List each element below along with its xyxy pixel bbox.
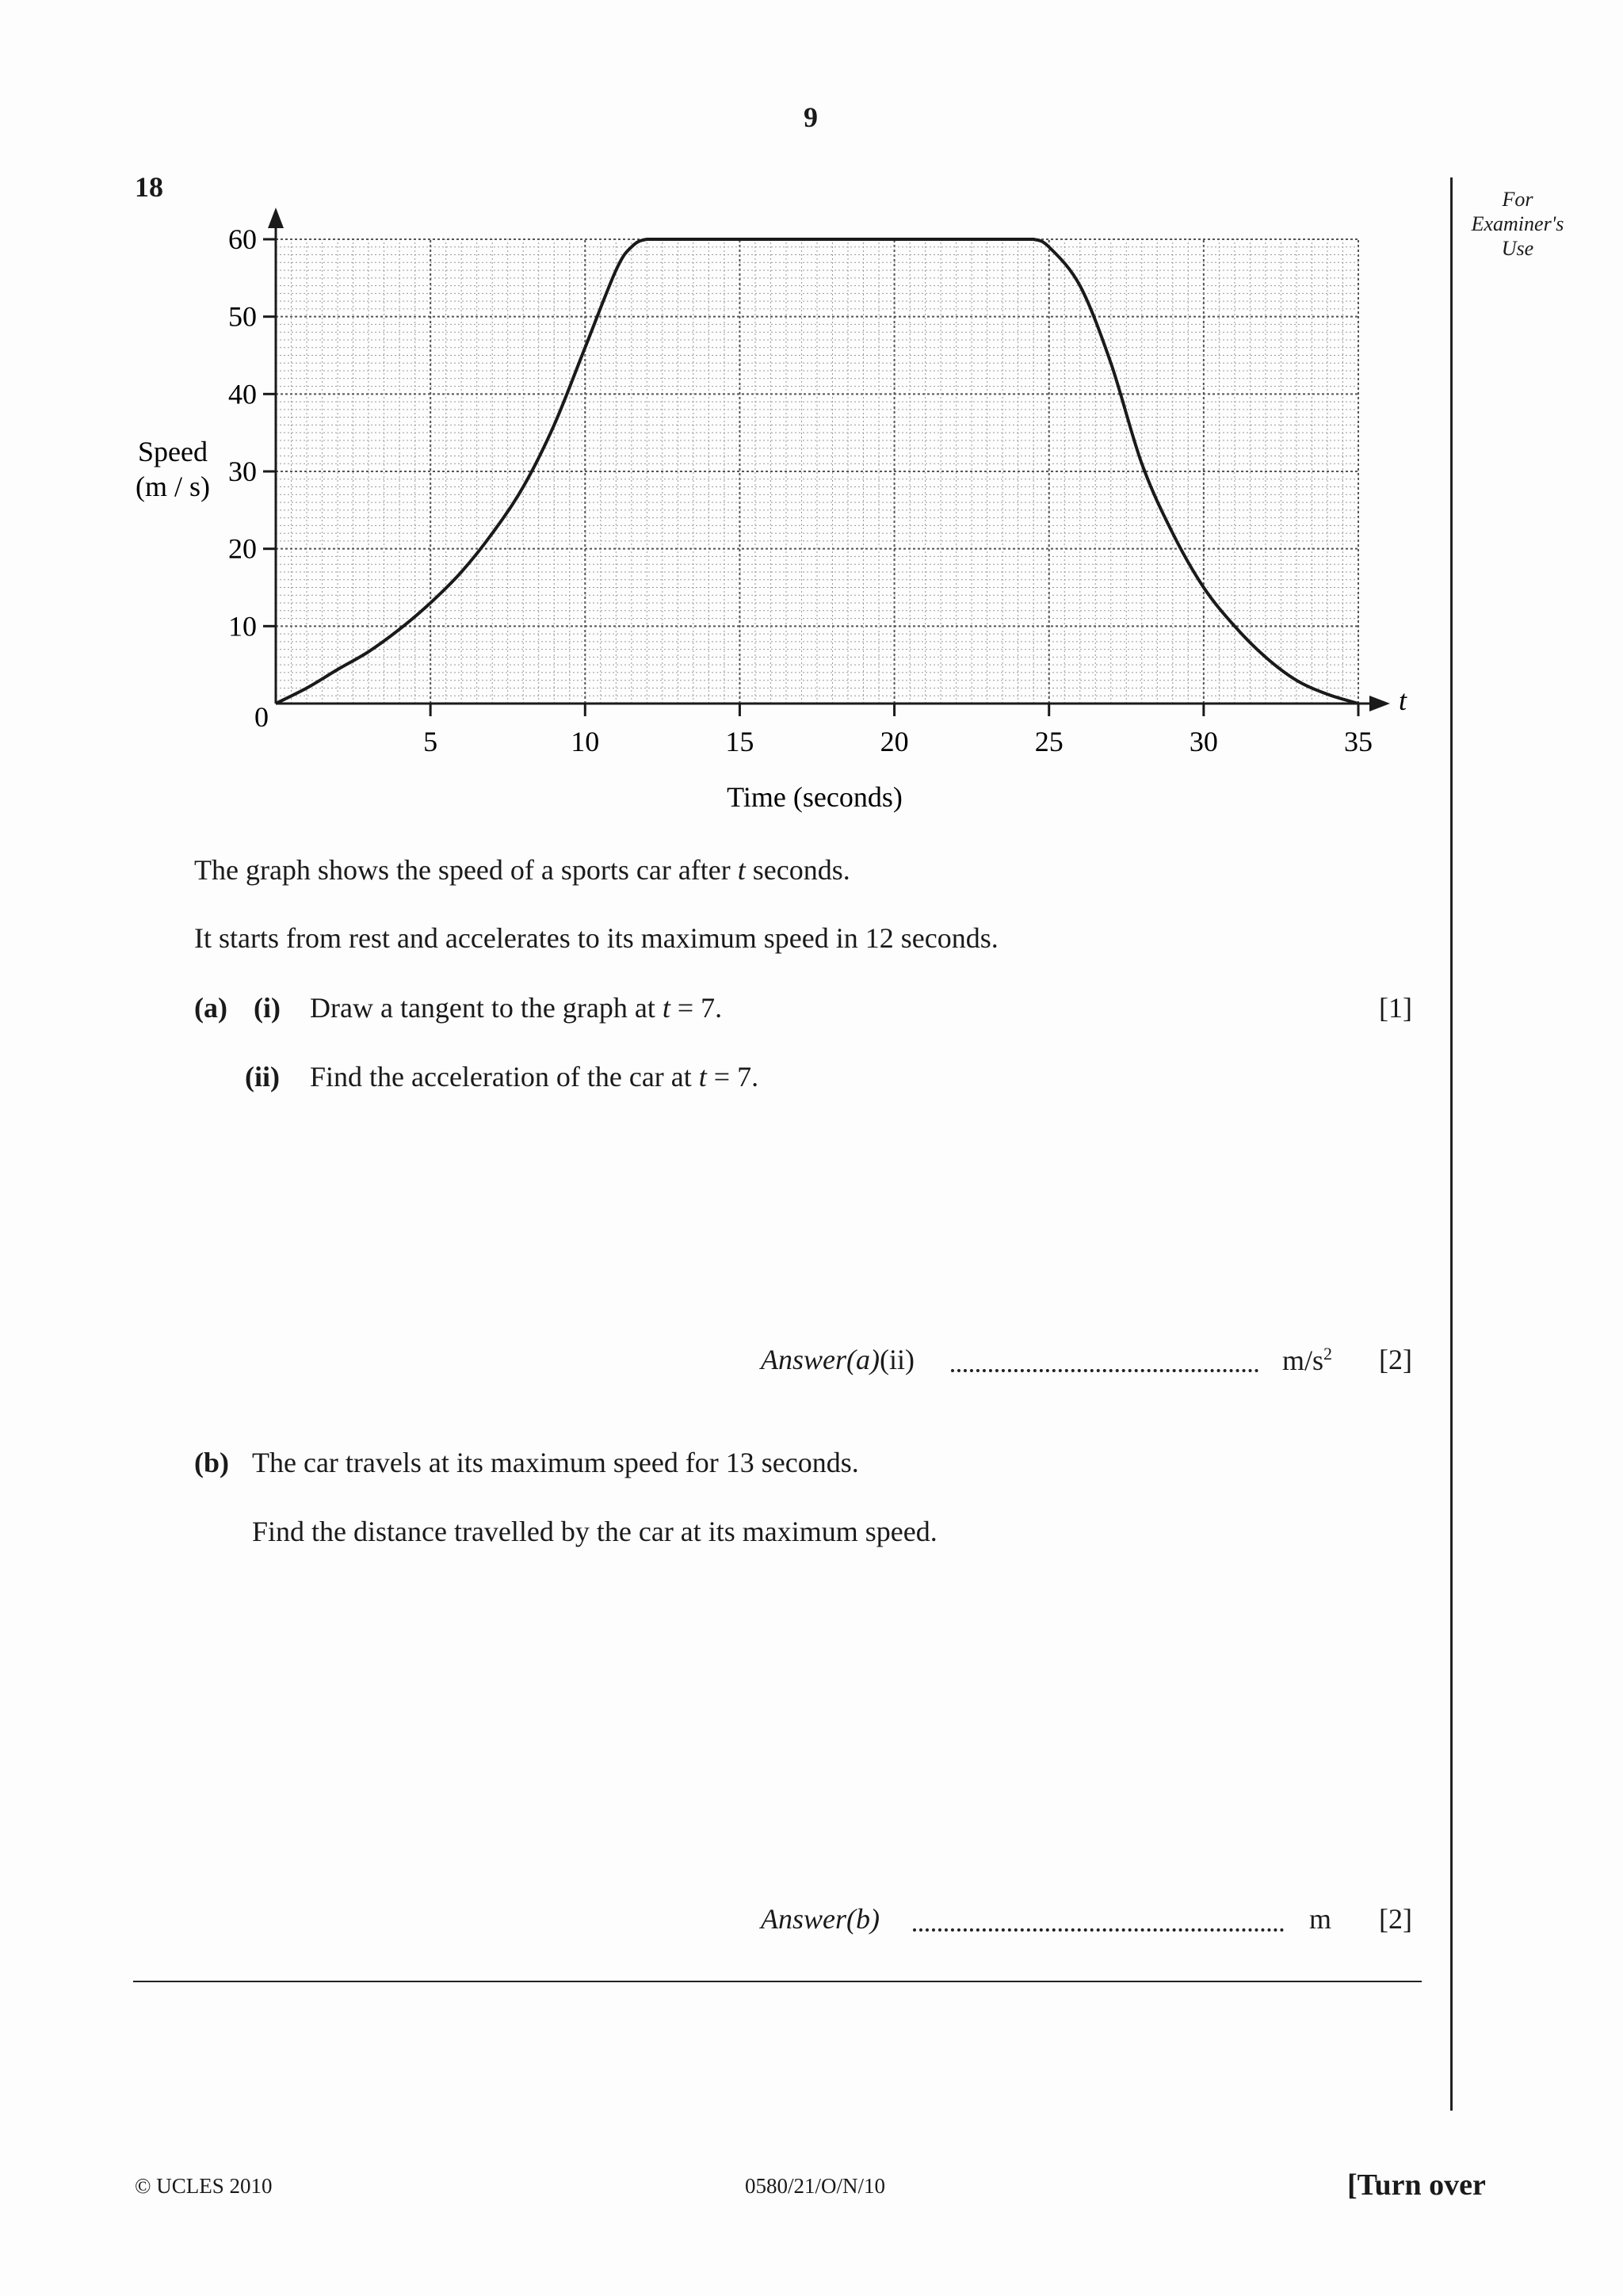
footer-copyright: © UCLES 2010 [135, 2174, 273, 2198]
question-variable: t [698, 1061, 707, 1093]
question-text: Find the acceleration of the car at [310, 1061, 699, 1093]
y-tick-label: 50 [228, 300, 257, 333]
part-aii-label: (ii) [245, 1061, 280, 1093]
speed-time-graph [0, 0, 1623, 840]
y-tick-label: 40 [228, 378, 257, 410]
x-tick-label: 25 [1034, 726, 1064, 757]
unit-superscript: 2 [1323, 1344, 1333, 1363]
intro-text: The graph shows the speed of a sports car after [194, 854, 738, 886]
answer-b-label: Answer(b) [761, 1903, 880, 1935]
y-tick-label: 20 [228, 532, 257, 565]
y-tick-label: 60 [228, 223, 257, 255]
part-b-line-1: The car travels at its maximum speed for 13 seconds. [252, 1447, 859, 1478]
part-ai-marks: [1] [1379, 992, 1412, 1024]
answer-a-line[interactable] [951, 1369, 1258, 1372]
question-text: Draw a tangent to the graph at [310, 992, 663, 1024]
x-axis-arrow [1369, 696, 1390, 711]
x-tick-label: 10 [571, 726, 600, 757]
part-b-label: (b) [194, 1447, 229, 1478]
y-tick-label: 30 [228, 456, 257, 487]
question-variable: t [662, 992, 670, 1024]
answer-b-unit: m [1309, 1903, 1332, 1935]
answer-b-line[interactable] [913, 1928, 1284, 1932]
intro-variable: t [737, 854, 746, 886]
part-b-line-2: Find the distance travelled by the car at its maximum speed. [252, 1516, 938, 1547]
x-tick-label: 20 [880, 726, 909, 757]
answer-label-italic: Answer(a) [761, 1344, 880, 1375]
y-axis-arrow [268, 208, 284, 228]
part-aii-question [310, 1062, 758, 1091]
x-tick-label: 30 [1189, 726, 1218, 757]
question-number: 18 [135, 171, 163, 203]
answer-a-marks: [2] [1379, 1344, 1412, 1375]
examiner-note-line: Use [1501, 237, 1534, 260]
part-a-label: (a) [194, 992, 227, 1024]
bottom-rule [133, 1981, 1422, 1982]
origin-label: 0 [254, 701, 269, 733]
intro-line-1 [194, 856, 850, 884]
question-text: = 7. [706, 1061, 759, 1093]
part-ai-question [310, 994, 722, 1022]
answer-a-unit [1282, 1345, 1332, 1375]
question-text: = 7. [670, 992, 723, 1024]
intro-line-2: It starts from rest and accelerates to its maximum speed in 12 seconds. [194, 922, 999, 954]
examiner-note-line: For [1502, 188, 1533, 211]
x-ticks [423, 704, 1373, 757]
answer-b-marks: [2] [1379, 1903, 1412, 1935]
y-axis-label-line: Speed [138, 436, 208, 467]
examiner-note-line: Examiner's [1471, 212, 1564, 235]
x-axis-label: Time (seconds) [727, 781, 903, 813]
x-tick-label: 5 [423, 726, 438, 757]
answer-label-part: (ii) [879, 1344, 915, 1375]
y-axis-label-line: (m / s) [136, 471, 210, 502]
axes [268, 208, 1390, 711]
y-tick-label: 10 [228, 610, 257, 643]
answer-a-label [761, 1345, 915, 1374]
x-tick-label: 15 [725, 726, 754, 757]
x-axis-variable-label: t [1398, 685, 1407, 716]
intro-text: seconds. [745, 854, 850, 886]
y-ticks [228, 223, 276, 642]
page-number: 9 [804, 101, 818, 133]
x-tick-label: 35 [1344, 726, 1373, 757]
part-ai-label: (i) [254, 992, 281, 1024]
grid [276, 239, 1358, 704]
footer-code: 0580/21/O/N/10 [745, 2174, 886, 2198]
footer-turn-over: [Turn over [1347, 2168, 1486, 2202]
unit-text: m/s [1282, 1344, 1324, 1376]
